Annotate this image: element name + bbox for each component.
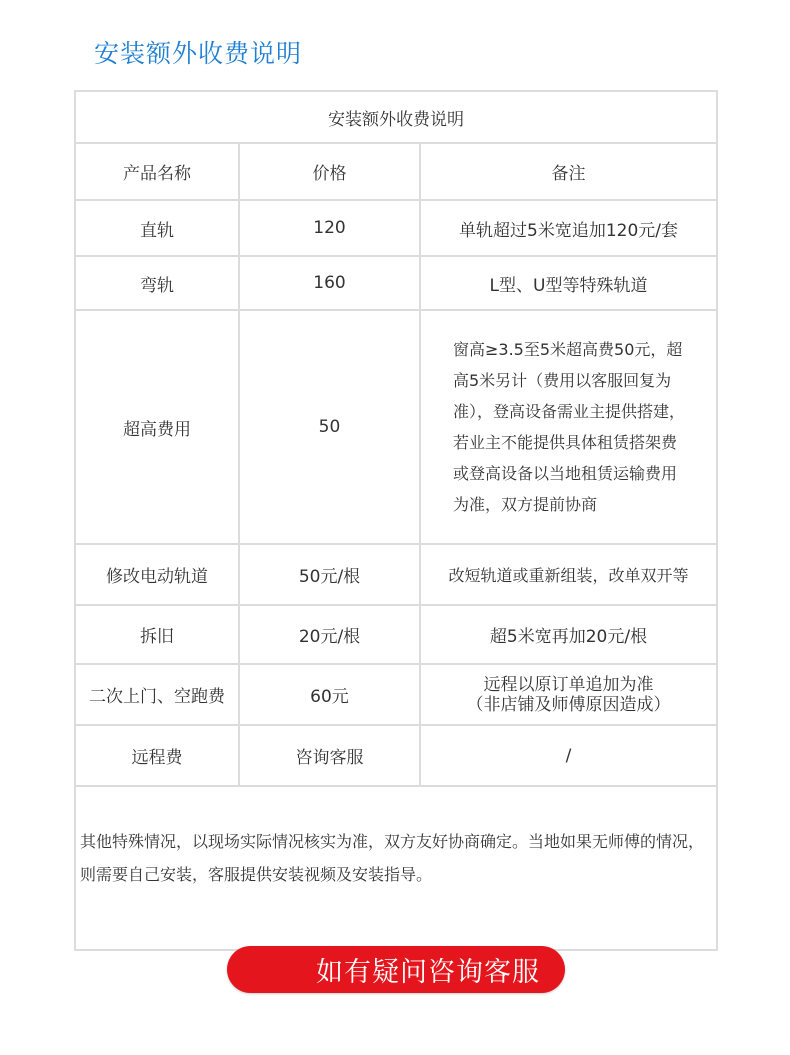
- table-row: [75, 605, 717, 664]
- row-remark: [420, 664, 717, 725]
- table-note: 其他特殊情况，以现场实际情况核实为准，双方友好协商确定。当地如果无师傅的情况，则需要自己安装，客服提供安装视频及安装指导。: [75, 786, 717, 950]
- row-remark: 改短轨道或重新组装，改单双开等: [420, 544, 717, 605]
- row-price: 160: [239, 256, 420, 310]
- table-note-row: [75, 786, 717, 950]
- header-product-name: 产品名称: [75, 143, 239, 200]
- table-row: [75, 544, 717, 605]
- contact-service-button[interactable]: [227, 946, 565, 993]
- row-name: 拆旧: [75, 605, 239, 664]
- row-remark-line2: （非店铺及师傅原因造成）: [466, 694, 671, 715]
- table-row: [75, 310, 717, 544]
- row-price: 120: [239, 200, 420, 256]
- table-row: [75, 664, 717, 725]
- row-name: 二次上门、空跑费: [75, 664, 239, 725]
- row-price: 20元/根: [239, 605, 420, 664]
- row-name: 修改电动轨道: [75, 544, 239, 605]
- row-remark: /: [420, 725, 717, 786]
- fee-table: [74, 90, 718, 951]
- header-remark: 备注: [420, 143, 717, 200]
- page-title: 安装额外收费说明: [94, 39, 303, 68]
- table-row: [75, 200, 717, 256]
- table-caption: 安装额外收费说明: [75, 91, 717, 143]
- row-name: 远程费: [75, 725, 239, 786]
- contact-service-label: 如有疑问咨询客服: [316, 957, 540, 988]
- row-remark-line1: 远程以原订单追加为准: [483, 674, 654, 695]
- row-remark: 窗高≥3.5至5米超高费50元，超高5米另计（费用以客服回复为准），登高设备需业主提供搭建，若业主不能提供具体租赁搭架费或登高设备以当地租赁运输费用为准，双方提前协商: [420, 310, 717, 544]
- row-price: 50元/根: [239, 544, 420, 605]
- table-header-row: [75, 143, 717, 200]
- row-remark: L型、U型等特殊轨道: [420, 256, 717, 310]
- row-name: 弯轨: [75, 256, 239, 310]
- row-price: 60元: [239, 664, 420, 725]
- table-row: [75, 725, 717, 786]
- row-remark: 单轨超过5米宽追加120元/套: [420, 200, 717, 256]
- row-price: 咨询客服: [239, 725, 420, 786]
- header-price: 价格: [239, 143, 420, 200]
- row-remark: 超5米宽再加20元/根: [420, 605, 717, 664]
- row-price: 50: [239, 310, 420, 544]
- table-caption-row: [75, 91, 717, 143]
- row-name: 直轨: [75, 200, 239, 256]
- table-row: [75, 256, 717, 310]
- row-name: 超高费用: [75, 310, 239, 544]
